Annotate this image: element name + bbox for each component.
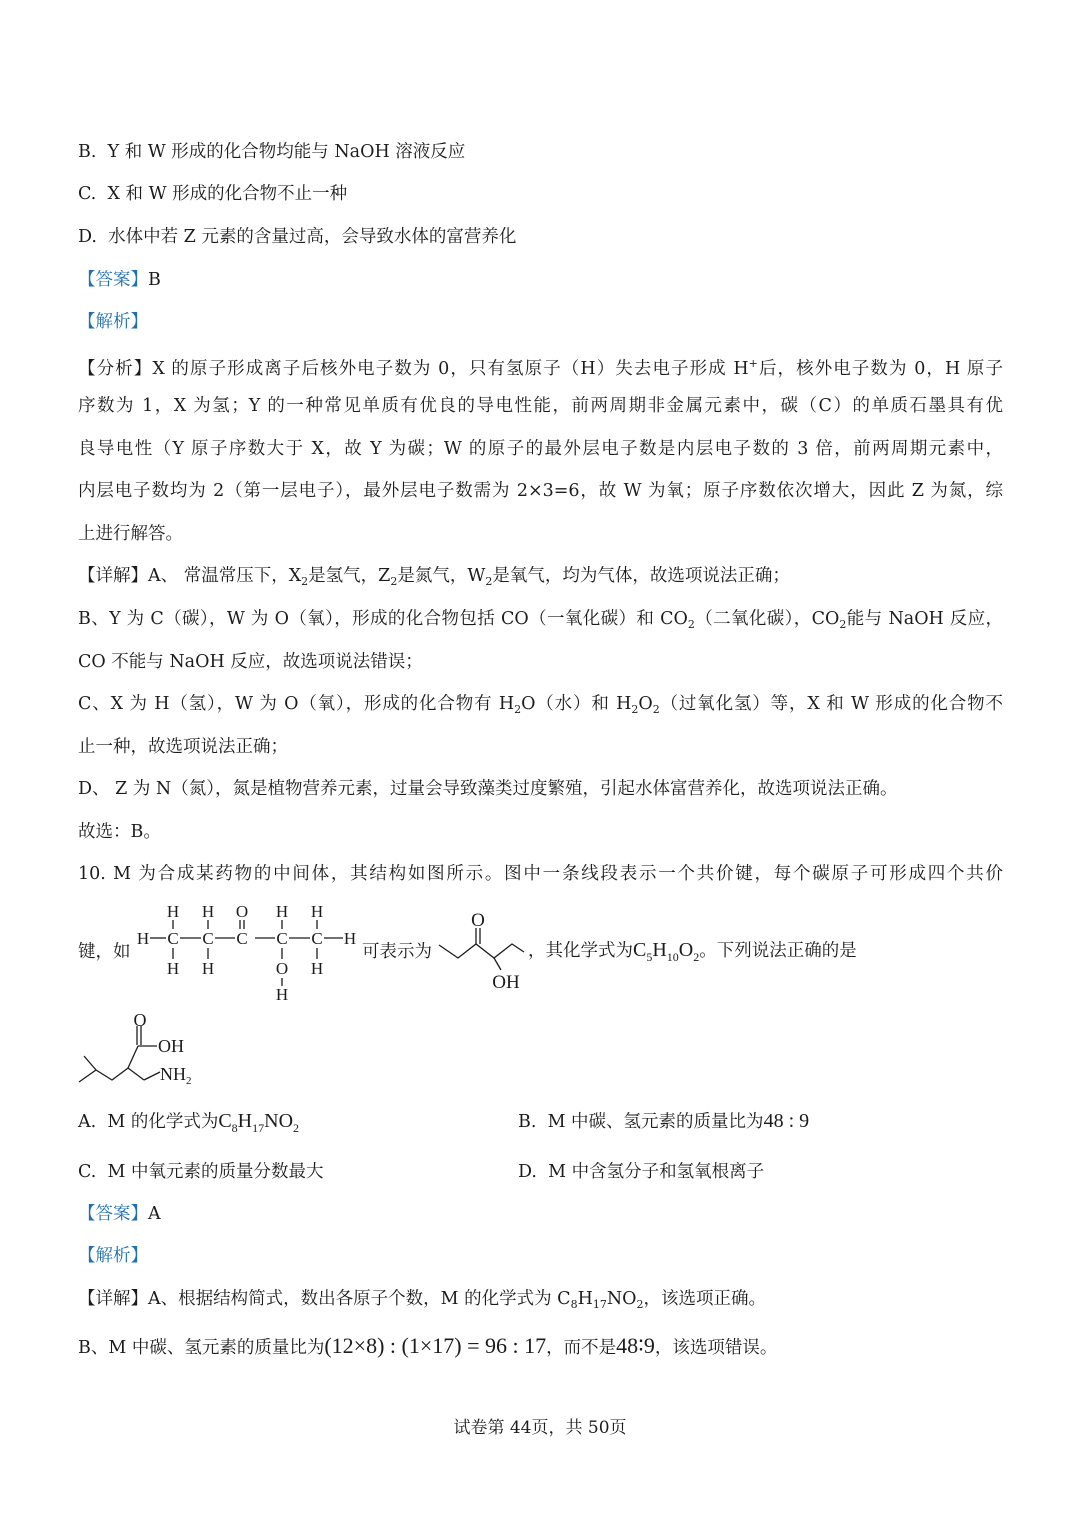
text: B、Y 为 C（碳），W 为 O（氧），形成的化合物包括 CO（一氧化碳）和 CO [78, 609, 688, 629]
xiangjie-tag: 【详解】 [78, 1289, 148, 1309]
atom-oh: OH [158, 1036, 184, 1056]
option-text: M 的化学式为 [107, 1112, 219, 1132]
text: 。下列说法正确的是 [699, 941, 857, 961]
subscript: 2 [636, 1298, 644, 1311]
q9-option-d [78, 225, 516, 249]
atom-c: C [167, 929, 179, 948]
atom-h: H [343, 929, 357, 948]
text: 能与 NaOH 反应， [846, 609, 1003, 629]
text: ，而不是 [546, 1338, 617, 1358]
option-text: M 中含氢分子和氢氧根离子 [548, 1162, 765, 1182]
text: ，其化学式为 [528, 941, 633, 961]
q9-xiangjie-b [78, 607, 1003, 637]
q10-stem-line-1: 10. M 为合成某药物的中间体，其结构如图所示。图中一条线段表示一个共价键，每个碳原子可形成四个共价 [78, 864, 1003, 884]
answer-tag: 【答案】 [78, 270, 148, 290]
text: C、X 为 H（氢），W 为 O（氧），形成的化合物有 H [78, 694, 515, 714]
atom-h: H [201, 902, 215, 921]
subscript: 8 [231, 1121, 238, 1135]
answer-tag: 【答案】 [78, 1204, 148, 1224]
text: ，该选项错误。 [654, 1338, 778, 1358]
q10-xiangjie-b [78, 1334, 777, 1360]
q9-fenxi-line-5: 上进行解答。 [78, 524, 183, 544]
example-formula [633, 939, 700, 964]
option-b-ratio: 48 : 9 [763, 1110, 810, 1132]
text: （过氧化氢）等，X 和 W 形成的化合物不 [659, 694, 1003, 714]
subscript: 2 [390, 575, 398, 588]
q10-analysis-tag [78, 1244, 148, 1268]
atom-h: H [310, 959, 324, 978]
subscript: 2 [186, 1075, 192, 1087]
analysis-tag: 【解析】 [78, 312, 148, 332]
subscript: 5 [646, 950, 653, 964]
q9-fenxi-line-2: 序数为 1，X 为氢；Y 的一种常见单质有优良的导电性能，前两周期非金属元素中，碳（C）的单质石墨具有优 [78, 396, 1003, 416]
text: O [638, 694, 653, 714]
text: H [577, 1289, 593, 1309]
q9-xiangjie-a [78, 564, 790, 594]
q9-fenxi-line-4: 内层电子数均为 2（第一层电子），最外层电子数需为 2×3=6，故 W 为氧；原子序数依次增大，因此 Z 为氮，综 [78, 481, 1003, 501]
fenxi-tag: 【分析】 [78, 359, 153, 379]
structural-formula-diagram [130, 898, 362, 1004]
q10-option-b [518, 1108, 809, 1133]
superscript: + [748, 357, 758, 370]
atom-c: C [276, 929, 288, 948]
option-letter: B. [78, 142, 97, 162]
atom-c: C [202, 929, 214, 948]
subscript: 2 [485, 575, 493, 588]
q9-option-c [78, 182, 347, 206]
atom-o: O [471, 910, 485, 931]
subscript: 2 [652, 703, 660, 716]
option-letter: A. [78, 1112, 97, 1132]
q10-stem-word-jian: 键，如 [78, 942, 131, 962]
option-letter: C. [78, 184, 97, 204]
text: NO [606, 1289, 637, 1309]
atom-h: H [166, 902, 180, 921]
q10-xiangjie-a [78, 1287, 766, 1317]
element-o: O [678, 939, 694, 961]
wrong-ratio: 48∶9 [616, 1333, 655, 1358]
subscript: 10 [666, 950, 679, 964]
atom-nh2 [160, 1064, 192, 1087]
q10-stem-word-represent: 可表示为 [362, 942, 432, 962]
q10-option-c [78, 1158, 323, 1183]
element-h: H [237, 1110, 253, 1132]
subscript: 2 [293, 1121, 300, 1135]
xiangjie-tag: 【详解】 [78, 566, 148, 586]
q10-option-a [78, 1108, 299, 1136]
subscript: 8 [570, 1298, 578, 1311]
text: ，该选项正确。 [643, 1289, 767, 1309]
option-a-formula [218, 1110, 300, 1135]
element-c: C [633, 939, 647, 961]
atom-oh: OH [492, 972, 520, 992]
subscript: 2 [301, 575, 309, 588]
option-text: Y 和 W 形成的化合物均能与 NaOH 溶液反应 [107, 142, 466, 162]
text: 是氧气，均为气体，故选项说法正确； [492, 566, 790, 586]
q10-stem-formula-line [528, 938, 857, 969]
q9-fenxi-line-3: 良导电性（Y 原子序数大于 X，故 Y 为碳；W 的原子的最外层电子数是内层电子数的 3 倍，前两周期元素中， [78, 439, 1003, 459]
option-letter: B. [518, 1112, 537, 1132]
atom-o: O [133, 1010, 147, 1030]
q9-xiangjie-c [78, 692, 1003, 722]
q9-answer [78, 268, 161, 292]
text: （二氧化碳），CO [694, 609, 840, 629]
option-text: M 中氧元素的质量分数最大 [107, 1162, 324, 1182]
atom-h: H [275, 985, 289, 1004]
q9-xiangjie-d: D、 Z 为 N（氮），氮是植物营养元素，过量会导致藻类过度繁殖，引起水体富营养化，故选项说法正确。 [78, 779, 898, 799]
element-c: C [218, 1110, 232, 1132]
text: X 的原子形成离子后核外电子数为 0，只有氢原子（H）失去电子形成 H [152, 359, 749, 379]
atom-h: H [136, 929, 150, 948]
text: 是氮气，W [397, 566, 486, 586]
atom-c: C [311, 929, 323, 948]
atom-h: H [275, 902, 289, 921]
subscript: 2 [687, 618, 695, 631]
atom-h: H [201, 959, 215, 978]
atom-c: C [236, 929, 248, 948]
element-h: H [652, 939, 667, 961]
text: 是氢气，Z [308, 566, 391, 586]
q9-xiangjie-c-line-2: 止一种，故选项说法正确； [78, 737, 288, 757]
subscript: 2 [514, 703, 522, 716]
subscript: 17 [592, 1298, 607, 1311]
q9-analysis-tag [78, 310, 148, 334]
option-text: X 和 W 形成的化合物不止一种 [107, 184, 348, 204]
option-text: M 中碳、氢元素的质量比为 [547, 1112, 764, 1132]
mass-ratio-equation: (12×8) : (1×17) = 96 : 17 [324, 1333, 547, 1358]
q9-option-b [78, 140, 465, 164]
skeletal-bonds [79, 1026, 160, 1082]
text: 后，核外电子数为 0，H 原子 [757, 359, 1003, 379]
option-text: 水体中若 Z 元素的含量过高，会导致水体的富营养化 [108, 227, 517, 247]
option-letter: D. [518, 1162, 537, 1182]
text: A、 常温常压下，X [148, 566, 302, 586]
subscript: 17 [252, 1121, 265, 1135]
option-letter: C. [78, 1162, 97, 1182]
atom-o: O [275, 959, 289, 978]
answer-value: A [148, 1204, 161, 1224]
q9-xiangjie-b-line-2: CO 不能与 NaOH 反应，故选项说法错误； [78, 652, 423, 672]
subscript: 2 [839, 618, 847, 631]
atom-o: O [235, 902, 249, 921]
analysis-tag: 【解析】 [78, 1246, 148, 1266]
q10-option-d [518, 1158, 764, 1183]
text: B、M 中碳、氢元素的质量比为 [78, 1338, 325, 1358]
atom-h: H [310, 902, 324, 921]
text: A、根据结构简式，数出各原子个数，M 的化学式为 C [148, 1289, 571, 1309]
text: O（水）和 H [521, 694, 632, 714]
skeletal-formula-example [436, 908, 528, 992]
subscript: 2 [631, 703, 639, 716]
q9-choice: 故选：B。 [78, 822, 161, 842]
atom-h: H [166, 959, 180, 978]
answer-value: B [148, 270, 161, 290]
element-no: NO [264, 1110, 294, 1132]
q10-answer [78, 1202, 161, 1226]
q9-fenxi-line-1 [78, 352, 1003, 381]
nh-text: NH [160, 1064, 186, 1084]
skeletal-bonds [439, 928, 524, 970]
skeletal-formula-m [76, 1010, 206, 1090]
option-letter: D. [78, 227, 97, 247]
page-footer: 试卷第 44页，共 50页 [453, 1418, 627, 1438]
subscript: 2 [693, 950, 700, 964]
